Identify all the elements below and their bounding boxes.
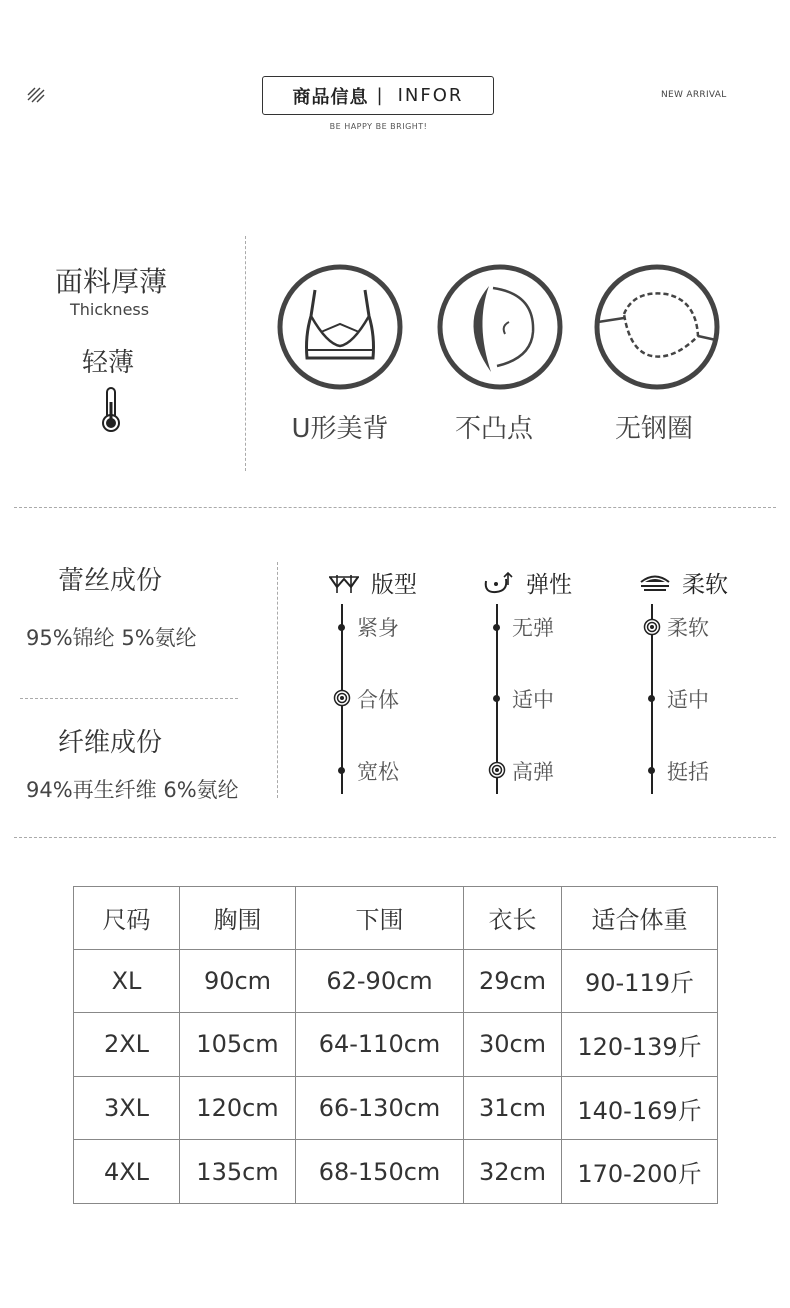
section-divider-1 xyxy=(14,507,776,508)
table-cell: 140-169斤 xyxy=(562,1076,718,1140)
section1-divider xyxy=(245,236,246,471)
header-cell-weight: 适合体重 xyxy=(562,887,718,950)
table-cell: 66-130cm xyxy=(296,1076,464,1140)
table-cell: 90cm xyxy=(180,949,296,1013)
thickness-subtitle: Thickness xyxy=(70,300,150,319)
soft-property-header xyxy=(638,566,728,599)
table-header-row xyxy=(74,887,718,950)
fit-marker-0 xyxy=(338,624,345,631)
elastic-icon xyxy=(482,571,516,595)
soft-property-title: 柔软 xyxy=(682,572,728,598)
thermometer-icon xyxy=(98,386,124,434)
soft-selected-target-icon xyxy=(643,618,661,636)
feature-label-no-bump: 不凸点 xyxy=(454,414,533,444)
fit-option-2: 宽松 xyxy=(357,760,399,784)
lace-composition-title: 蕾丝成份 xyxy=(58,566,163,596)
fit-property-title: 版型 xyxy=(371,572,417,598)
table-cell: 62-90cm xyxy=(296,949,464,1013)
header-title-cn: 商品信息 xyxy=(292,86,369,108)
table-cell: 32cm xyxy=(464,1140,562,1204)
elastic-property-header xyxy=(482,566,572,599)
table-cell: 31cm xyxy=(464,1076,562,1140)
fit-marker-2 xyxy=(338,767,345,774)
section-divider-2 xyxy=(14,837,776,838)
table-row xyxy=(74,1140,718,1204)
soft-option-0: 柔软 xyxy=(667,616,709,640)
table-cell: 120cm xyxy=(180,1076,296,1140)
table-cell: 90-119斤 xyxy=(562,949,718,1013)
table-cell: 135cm xyxy=(180,1140,296,1204)
table-cell: 105cm xyxy=(180,1013,296,1077)
soft-icon xyxy=(638,571,672,595)
soft-option-2: 挺括 xyxy=(667,760,709,784)
size-table xyxy=(73,886,718,1204)
fit-option-0: 紧身 xyxy=(357,616,399,640)
table-cell: 120-139斤 xyxy=(562,1013,718,1077)
table-row xyxy=(74,1013,718,1077)
header-cell-size: 尺码 xyxy=(74,887,180,950)
new-arrival-label: NEW ARRIVAL xyxy=(661,90,727,100)
lace-composition-value: 95%锦纶 5%氨纶 xyxy=(26,626,197,650)
u-back-bra-icon xyxy=(277,264,403,390)
table-cell: 68-150cm xyxy=(296,1140,464,1204)
header-cell-bust: 胸围 xyxy=(180,887,296,950)
fiber-composition-value: 94%再生纤维 6%氨纶 xyxy=(26,778,239,802)
elastic-option-2: 高弹 xyxy=(512,760,554,784)
table-row xyxy=(74,1076,718,1140)
header-cell-length: 衣长 xyxy=(464,887,562,950)
table-cell: 30cm xyxy=(464,1013,562,1077)
soft-marker-2 xyxy=(648,767,655,774)
elastic-marker-0 xyxy=(493,624,500,631)
elastic-option-1: 适中 xyxy=(512,688,554,712)
elastic-option-0: 无弹 xyxy=(512,616,554,640)
composition-divider xyxy=(20,698,238,699)
elastic-selected-target-icon xyxy=(488,761,506,779)
feature-label-no-wire: 无钢圈 xyxy=(614,414,693,444)
table-cell: 2XL xyxy=(74,1013,180,1077)
table-cell: 170-200斤 xyxy=(562,1140,718,1204)
hatch-decor-icon xyxy=(26,86,46,104)
header-separator: | xyxy=(376,85,384,106)
fit-selected-target-icon xyxy=(333,689,351,707)
header-title-en: INFOR xyxy=(397,85,464,106)
fit-option-1: 合体 xyxy=(357,688,399,712)
section2-divider xyxy=(277,562,278,798)
soft-marker-1 xyxy=(648,695,655,702)
table-cell: 3XL xyxy=(74,1076,180,1140)
no-bump-icon xyxy=(437,264,563,390)
table-cell: XL xyxy=(74,949,180,1013)
table-row xyxy=(74,949,718,1013)
fit-icon xyxy=(327,571,361,595)
thickness-title: 面料厚薄 xyxy=(55,265,168,298)
fit-property-header xyxy=(327,566,417,599)
thickness-value: 轻薄 xyxy=(82,348,135,378)
header-title-box xyxy=(262,76,494,115)
table-cell: 64-110cm xyxy=(296,1013,464,1077)
fiber-composition-title: 纤维成份 xyxy=(58,728,163,758)
no-wire-icon xyxy=(594,264,720,390)
feature-label-u-back: U形美背 xyxy=(291,414,389,444)
header-cell-underbust: 下围 xyxy=(296,887,464,950)
soft-option-1: 适中 xyxy=(667,688,709,712)
table-cell: 29cm xyxy=(464,949,562,1013)
header-subtitle: BE HAPPY BE BRIGHT! xyxy=(329,122,428,131)
elastic-marker-1 xyxy=(493,695,500,702)
table-cell: 4XL xyxy=(74,1140,180,1204)
elastic-property-title: 弹性 xyxy=(526,572,572,598)
